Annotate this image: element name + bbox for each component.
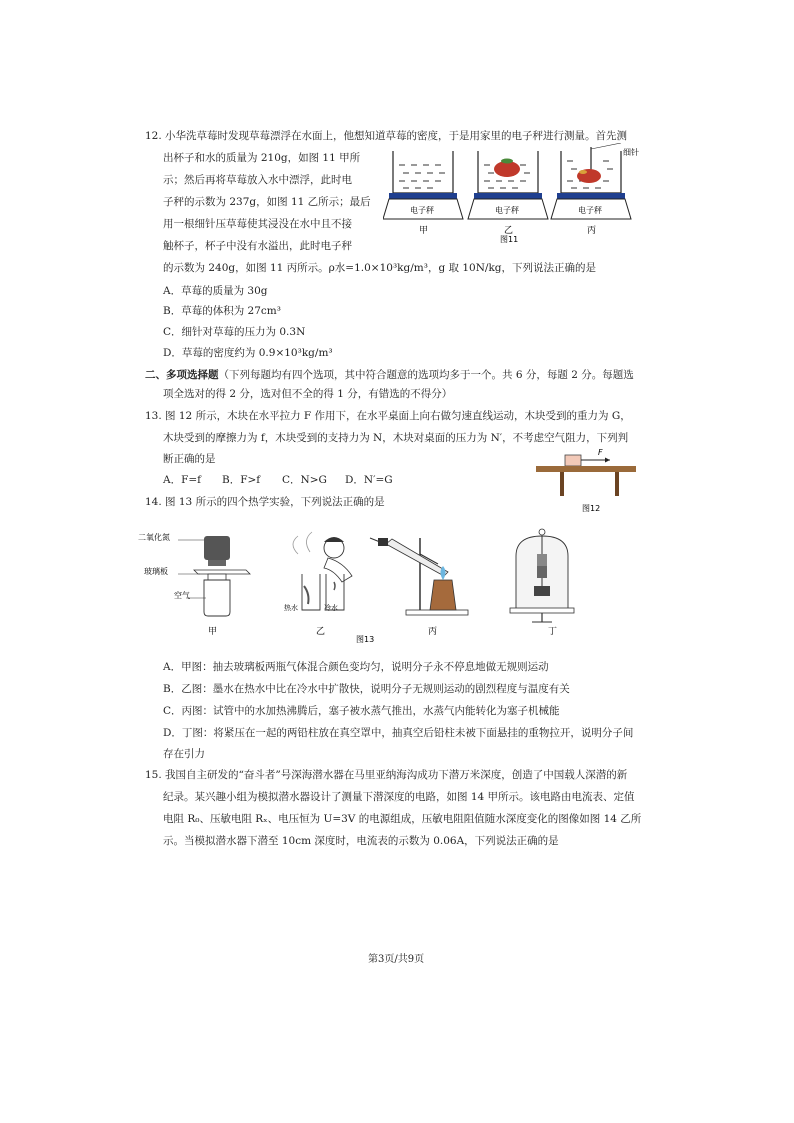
q12-option-a: A．草莓的质量为 30g: [163, 285, 268, 297]
q14-line-1: 14. 图 13 所示的四个热学实验，下列说法正确的是: [145, 496, 385, 508]
q12-line-6: 触杯子，杯子中没有水溢出，此时电子秤: [163, 240, 352, 252]
needle-label: 细针: [623, 148, 639, 157]
label-glass: 玻璃板: [144, 567, 168, 576]
q12-line-2: 出杯子和水的质量为 210g，如图 11 甲所: [163, 152, 361, 164]
q13-option-c: C．N>G: [282, 474, 327, 486]
caption-bing: 丙: [428, 627, 438, 637]
caption-yi: 乙: [316, 627, 326, 637]
label-air: 空气: [174, 591, 190, 600]
no2-bottle: [204, 536, 230, 560]
force-label: F: [598, 448, 603, 457]
page-number: 第3页/共9页: [368, 954, 425, 965]
label-no2: 二氧化氮: [138, 533, 170, 542]
q13-option-d: D．N′=G: [345, 474, 393, 486]
q13-option-a: A．F=f: [163, 474, 202, 486]
q15-line-2: 纪录。某兴趣小组为模拟潜水器设计了测量下潜深度的电路，如图 14 甲所示。该电路由电流表、定值: [163, 791, 635, 803]
figure-12-title: 图12: [582, 504, 601, 513]
label-cold: 冷水: [324, 604, 338, 612]
caption-jia: 甲: [208, 627, 218, 637]
stand-base: [406, 610, 468, 615]
table-top: [536, 466, 636, 472]
q12-option-b: B．草莓的体积为 27cm³: [163, 305, 281, 317]
q13-line-3: 断正确的是: [163, 453, 216, 465]
q13-line-2: 木块受到的摩擦力为 f，木块受到的支持力为 N，木块对桌面的压力为 N′，不考虑空气阻力，下列判: [163, 432, 629, 444]
lead-cylinder-top: [537, 554, 547, 566]
label-hot: 热水: [284, 604, 298, 612]
q14-option-c: C．丙图：试管中的水加热沸腾后，塞子被水蒸气推出，水蒸气内能转化为塞子机械能: [163, 705, 560, 717]
section-2-line-1: [145, 368, 634, 382]
test-tube: [386, 539, 448, 576]
q14-option-a: A．甲图：抽去玻璃板两瓶气体混合颜色变均匀，说明分子永不停息地做无规则运动: [163, 661, 549, 673]
q15-line-4: 示。当模拟潜水器下潜至 10cm 深度时，电流表的示数为 0.06A，下列说法正确的是: [163, 835, 559, 847]
section-2-instructions: （下列每题均有四个选项，其中符合题意的选项均多于一个。共 6 分，每题 2 分。每题选: [218, 369, 634, 381]
q14-option-b: B．乙图：墨水在热水中比在冷水中扩散快，说明分子无规则运动的剧烈程度与温度有关: [163, 683, 570, 695]
scale-label-jia: 电子秤: [410, 206, 434, 215]
q15-line-1: 15. 我国自主研发的“奋斗者”号深海潜水器在马里亚纳海沟成功下潜万米深度，创造了中国载人深潜的新: [145, 769, 628, 781]
figure-13-title: 图13: [356, 635, 375, 644]
wood-block: [565, 455, 581, 466]
scale-label-yi: 电子秤: [495, 206, 519, 215]
q14-option-d-cont: 存在引力: [163, 748, 205, 760]
glass-plate: [194, 570, 250, 574]
figure-12: [532, 448, 642, 516]
caption-ding: 丁: [548, 627, 558, 637]
q12-line-5: 用一根细针压草莓使其浸没在水中且不接: [163, 218, 352, 230]
q14-option-d: D．丁图：将紧压在一起的两铅柱放在真空罩中，抽真空后铅柱未被下面悬挂的重物拉开，说明分子间: [163, 727, 634, 739]
q12-line-3: 示；然后再将草莓放入水中漂浮，此时电: [163, 174, 352, 186]
scale-label-bing: 电子秤: [578, 206, 602, 215]
q12-option-c: C．细针对草莓的压力为 0.3N: [163, 326, 306, 338]
q12-line-7: 的示数为 240g，如图 11 丙所示。ρ水=1.0×10³kg/m³，g 取 10N/kg，下列说法正确的是: [163, 262, 597, 274]
experiment-jia: [138, 532, 250, 637]
caption-jia: 甲: [419, 226, 429, 236]
figure-11-title: 图11: [500, 235, 519, 243]
experiment-bing: [370, 538, 468, 637]
q12-line-4: 子秤的示数为 237g，如图 11 乙所示；最后: [163, 196, 371, 208]
caption-bing: 丙: [587, 226, 597, 236]
experiment-yi: [284, 532, 352, 637]
figure-11: [383, 143, 643, 243]
section-2-title: 二、多项选择题: [145, 369, 219, 381]
weight: [534, 586, 550, 596]
q12-option-d: D．草莓的密度约为 0.9×10³kg/m³: [163, 347, 333, 359]
experiment-ding: [510, 529, 574, 637]
q13-option-b: B．F>f: [222, 474, 261, 486]
caption-yi: 乙: [504, 226, 514, 236]
section-2-line-2: 项全选对的得 2 分，选对但不全的得 1 分，有错选的不得分）: [163, 388, 453, 400]
figure-13: [138, 524, 578, 646]
hot-water-beaker: [302, 574, 320, 610]
q13-line-1: 13. 图 12 所示，木块在水平拉力 F 作用下，在水平桌面上向右做匀速直线运动，木块受到的重力为 G，: [145, 410, 631, 422]
q12-line-1: 12. 小华洗草莓时发现草莓漂浮在水面上，他想知道草莓的密度，于是用家里的电子秤进行测量。首先测: [145, 130, 628, 142]
air-bottle: [204, 580, 230, 616]
lead-cylinder-bottom: [537, 566, 547, 578]
alcohol-lamp: [430, 580, 456, 610]
q15-line-3: 电阻 R₀、压敏电阻 Rₓ、电压恒为 U=3V 的电源组成，压敏电阻阻值随水深度变化的图像如图 14 乙所: [163, 813, 642, 825]
